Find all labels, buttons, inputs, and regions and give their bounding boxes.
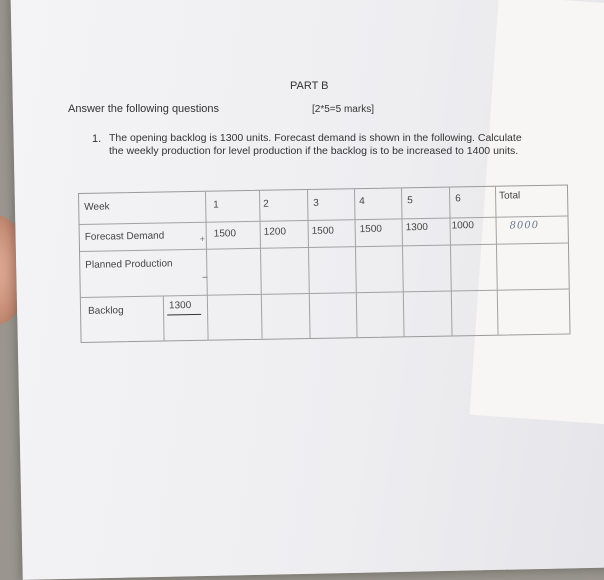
week-1-header: 1 (213, 199, 219, 211)
instruction-text: Answer the following questions (68, 103, 220, 115)
production-table (78, 184, 571, 343)
col-divider (401, 188, 405, 336)
row-divider (81, 288, 569, 298)
week-2-header: 2 (263, 198, 269, 210)
col-divider (307, 190, 311, 338)
opening-backlog: 1300 (168, 300, 192, 312)
forecast-week-1: 1500 (213, 228, 237, 240)
week-6-header: 6 (455, 193, 461, 205)
forecast-total-handwritten: 8000 (509, 219, 540, 232)
marks-label: [2*5=5 marks] (312, 104, 374, 115)
part-title: PART B (290, 80, 329, 92)
forecast-label: Forecast Demand (84, 230, 165, 243)
week-3-header: 3 (313, 197, 319, 209)
plus-mark: + (199, 233, 206, 244)
col-divider (354, 189, 358, 337)
backlog-divider (163, 297, 165, 341)
col-divider (495, 187, 499, 335)
planned-production-label: Planned Production (85, 258, 173, 271)
backlog-underline (167, 314, 201, 316)
forecast-week-2: 1200 (263, 226, 287, 238)
row-divider (80, 215, 568, 225)
backlog-label: Backlog (87, 305, 124, 317)
forecast-week-3: 1500 (311, 225, 335, 237)
week-5-header: 5 (407, 195, 413, 207)
total-header: Total (499, 190, 521, 202)
col-divider (205, 192, 209, 340)
dash-mark (202, 277, 207, 278)
question-number: 1. (92, 133, 102, 145)
col-divider (449, 188, 453, 336)
forecast-week-5: 1300 (405, 221, 428, 234)
forecast-week-4: 1500 (359, 223, 383, 236)
week-4-header: 4 (359, 195, 365, 208)
question-text: The opening backlog is 1300 units. Forecast demand is shown in the following. Calculate the weekly production for level production if the backlog is to be increased to 1400 units. (109, 132, 522, 157)
forecast-week-6: 1000 (451, 220, 474, 232)
week-header: Week (84, 201, 110, 213)
col-divider (259, 191, 263, 339)
row-divider (80, 242, 568, 252)
